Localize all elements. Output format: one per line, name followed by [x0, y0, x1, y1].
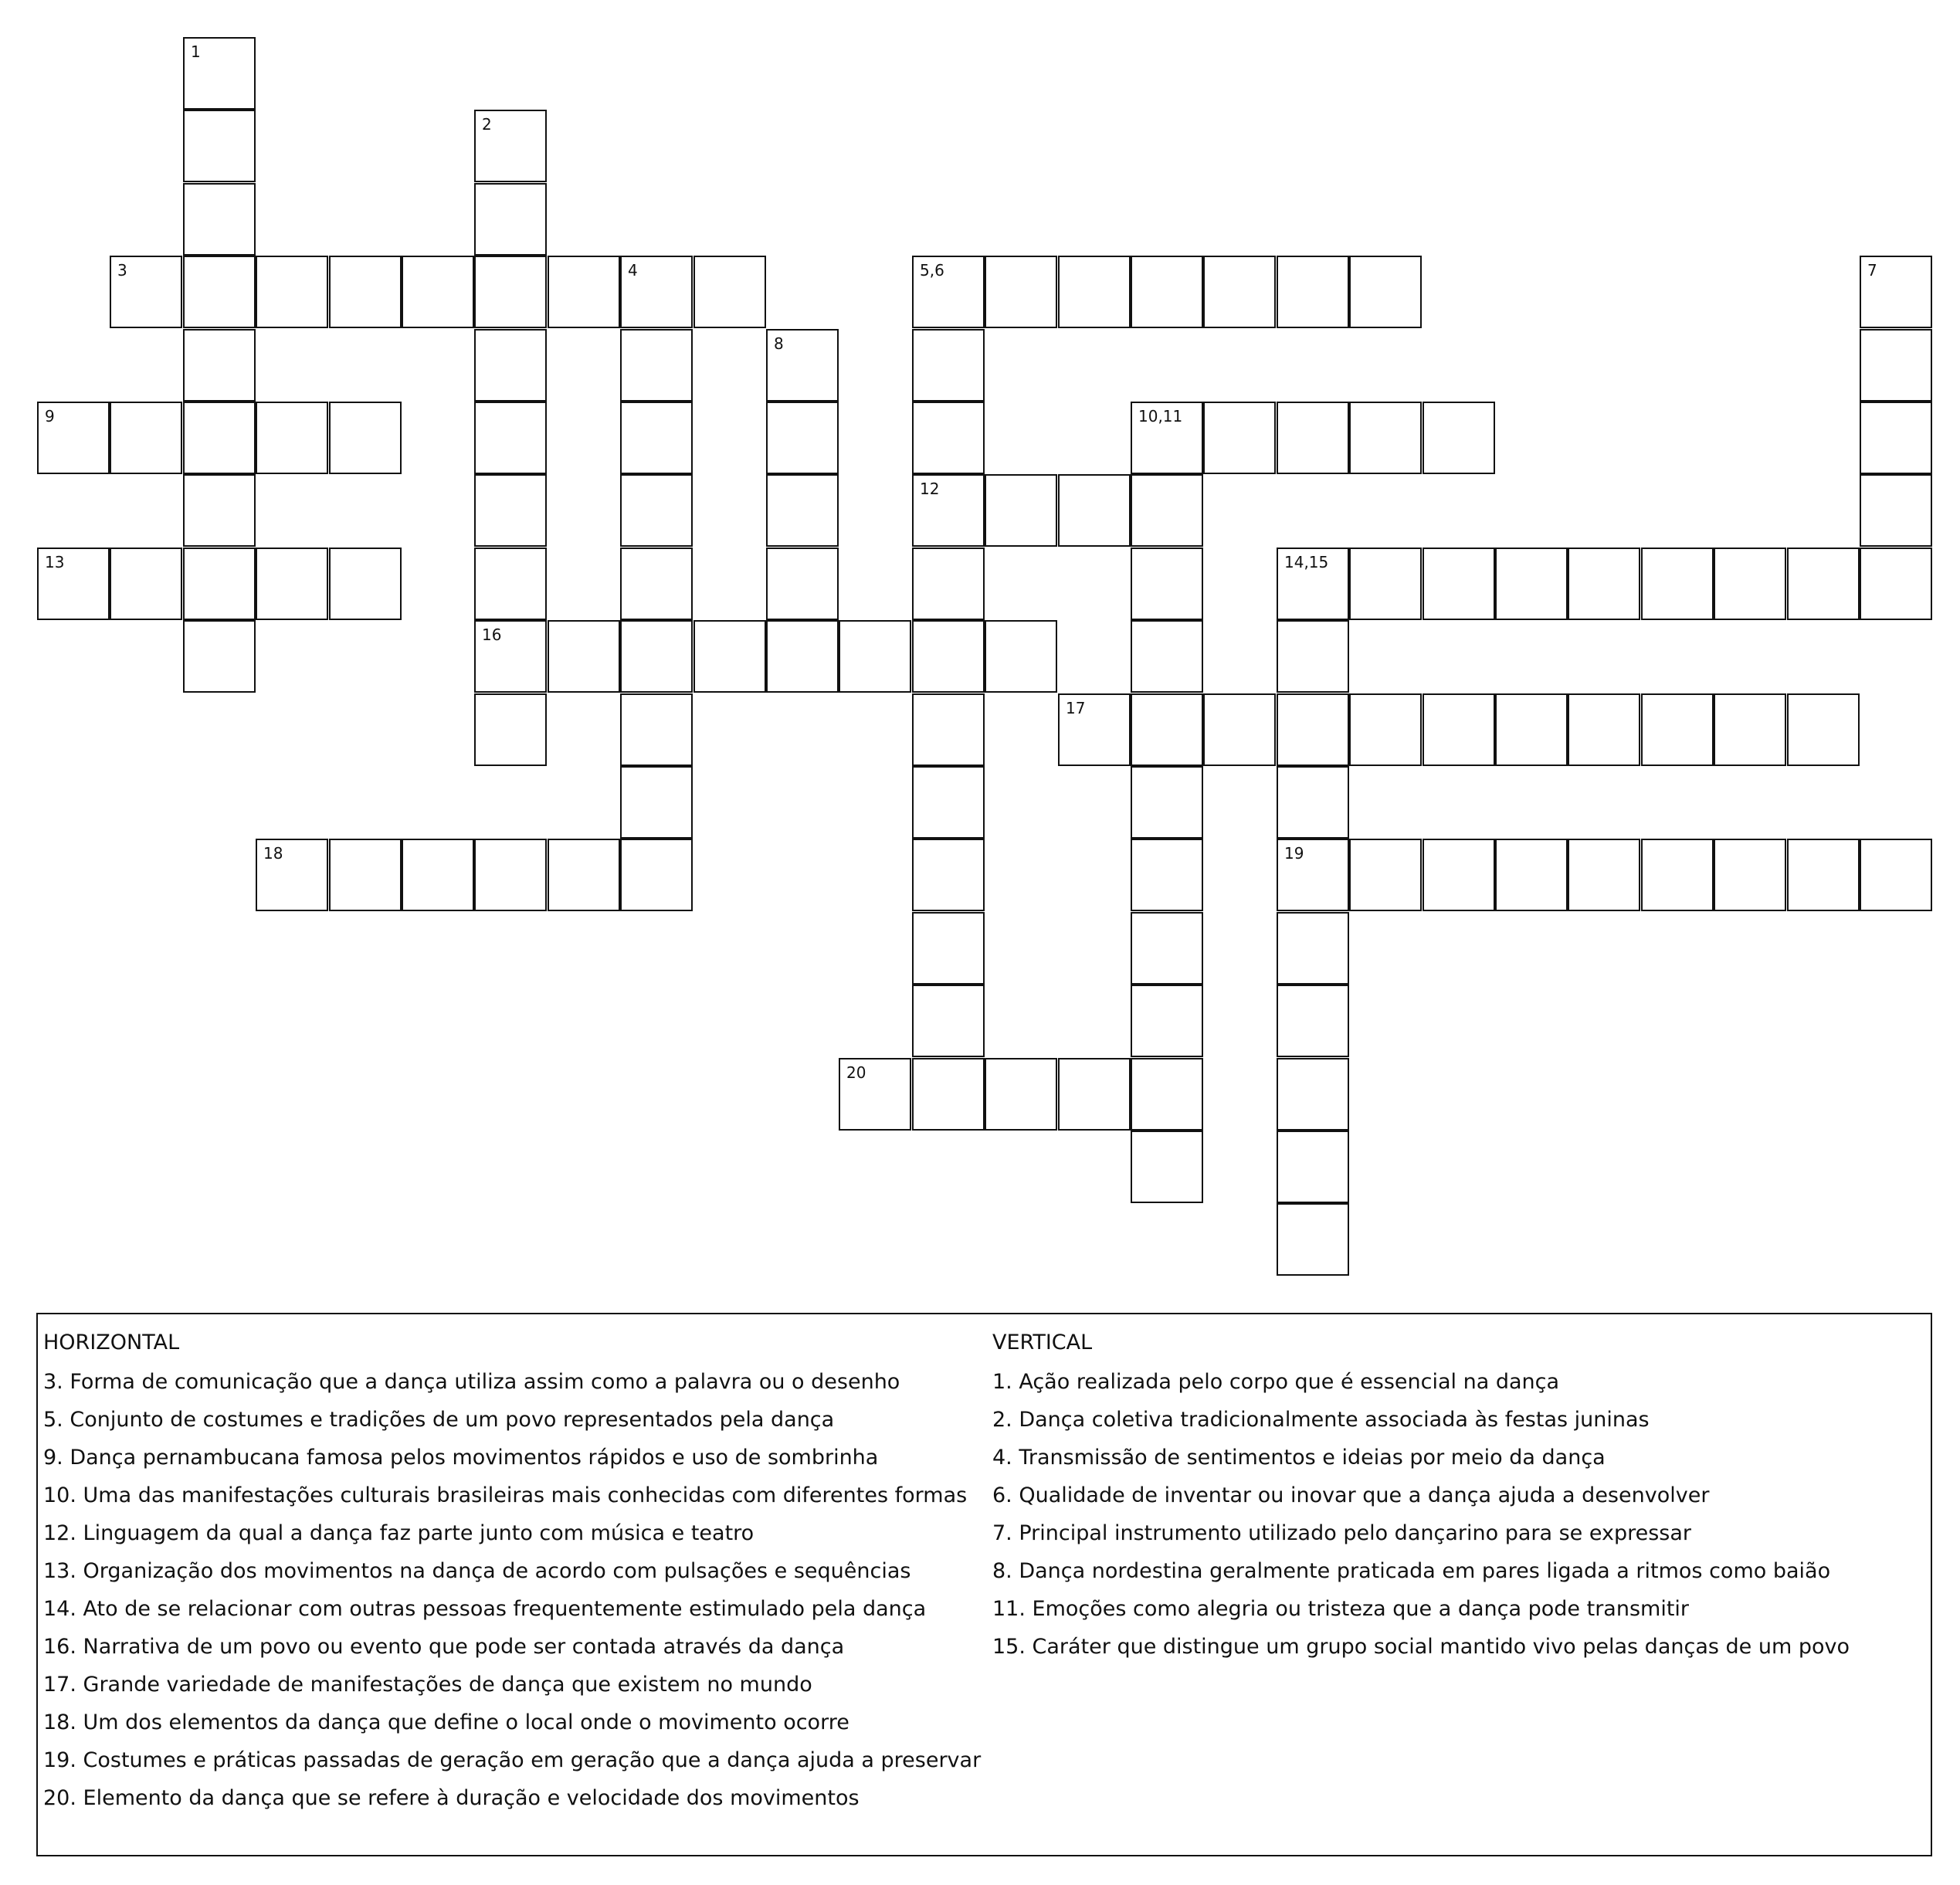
- grid-cell[interactable]: [766, 474, 839, 547]
- vertical-clue-list: [992, 1363, 1927, 1666]
- grid-cell[interactable]: [1860, 329, 1932, 402]
- grid-cell[interactable]: [183, 256, 256, 328]
- grid-cell[interactable]: [256, 839, 328, 911]
- grid-cell[interactable]: [474, 183, 547, 256]
- grid-cell[interactable]: [1131, 839, 1203, 911]
- grid-cell[interactable]: [1203, 693, 1276, 766]
- grid-cell[interactable]: [1131, 620, 1203, 693]
- vertical-heading: VERTICAL: [992, 1331, 1093, 1354]
- grid-cell[interactable]: [1131, 548, 1203, 620]
- grid-cell[interactable]: [183, 474, 256, 547]
- grid-cell[interactable]: [183, 329, 256, 402]
- grid-cell[interactable]: [1495, 548, 1568, 620]
- vertical-clue: 1. Ação realizada pelo corpo que é essencial na dança: [992, 1370, 1560, 1394]
- grid-cell[interactable]: [548, 839, 620, 911]
- grid-cell[interactable]: [1058, 1058, 1131, 1131]
- grid-cell[interactable]: [1277, 548, 1349, 620]
- grid-cell[interactable]: [1277, 693, 1349, 766]
- grid-cell[interactable]: [474, 110, 547, 182]
- grid-cell[interactable]: [329, 839, 402, 911]
- grid-cell[interactable]: [693, 256, 766, 328]
- horizontal-clue: 10. Uma das manifestações culturais brasileiras mais conhecidas com diferentes formas: [43, 1483, 968, 1507]
- grid-cell[interactable]: [620, 402, 693, 474]
- grid-cell[interactable]: [183, 620, 256, 693]
- vertical-clue: 4. Transmissão de sentimentos e ideias por meio da dança: [992, 1446, 1606, 1470]
- grid-cell[interactable]: [474, 620, 547, 693]
- grid-cell[interactable]: [1131, 912, 1203, 985]
- grid-cell[interactable]: [620, 329, 693, 402]
- grid-cell[interactable]: [1860, 548, 1932, 620]
- grid-cell[interactable]: [256, 256, 328, 328]
- grid-cell[interactable]: [474, 693, 547, 766]
- grid-cell[interactable]: [37, 548, 110, 620]
- grid-cell[interactable]: [1131, 1131, 1203, 1203]
- grid-cell[interactable]: [1058, 474, 1131, 547]
- grid-cell[interactable]: [183, 183, 256, 256]
- grid-cell[interactable]: [620, 620, 693, 693]
- grid-cell[interactable]: [985, 1058, 1057, 1131]
- clue-number: 4: [628, 261, 638, 280]
- clue-number: 5,6: [920, 261, 944, 280]
- grid-cell[interactable]: [1131, 1058, 1203, 1131]
- vertical-clue: 8. Dança nordestina geralmente praticada em pares ligada a ritmos como baião: [992, 1559, 1831, 1583]
- grid-cell[interactable]: [183, 37, 256, 110]
- clue-number: 2: [482, 115, 492, 134]
- grid-cell[interactable]: [1787, 548, 1860, 620]
- grid-cell[interactable]: [474, 329, 547, 402]
- grid-cell[interactable]: [1423, 402, 1495, 474]
- grid-cell[interactable]: [1423, 839, 1495, 911]
- grid-cell[interactable]: [620, 693, 693, 766]
- grid-cell[interactable]: [1787, 839, 1860, 911]
- horizontal-clues: [43, 1325, 985, 1817]
- grid-cell[interactable]: [402, 839, 474, 911]
- grid-cell[interactable]: [183, 402, 256, 474]
- horizontal-clue: 17. Grande variedade de manifestações de dança que existem no mundo: [43, 1673, 812, 1697]
- grid-cell[interactable]: [766, 620, 839, 693]
- horizontal-clue: 19. Costumes e práticas passadas de geração em geração que a dança ajuda a preservar: [43, 1748, 982, 1772]
- grid-cell[interactable]: [1131, 693, 1203, 766]
- grid-cell[interactable]: [1860, 402, 1932, 474]
- clue-number: 7: [1867, 261, 1877, 280]
- grid-cell[interactable]: [912, 766, 985, 839]
- grid-cell[interactable]: [1277, 985, 1349, 1057]
- grid-cell[interactable]: [1714, 548, 1786, 620]
- horizontal-clue: 16. Narrativa de um povo ou evento que pode ser contada através da dança: [43, 1635, 845, 1659]
- grid-cell[interactable]: [474, 839, 547, 911]
- grid-cell[interactable]: [548, 620, 620, 693]
- grid-cell[interactable]: [1860, 474, 1932, 547]
- grid-cell[interactable]: [1860, 839, 1932, 911]
- vertical-clue: 2. Dança coletiva tradicionalmente associada às festas juninas: [992, 1408, 1650, 1432]
- grid-cell[interactable]: [1568, 693, 1640, 766]
- grid-cell[interactable]: [1277, 912, 1349, 985]
- grid-cell[interactable]: [1131, 256, 1203, 328]
- grid-cell[interactable]: [474, 548, 547, 620]
- grid-cell[interactable]: [912, 256, 985, 328]
- grid-cell[interactable]: [1131, 766, 1203, 839]
- grid-cell[interactable]: [474, 474, 547, 547]
- grid-cell[interactable]: [1641, 548, 1714, 620]
- grid-cell[interactable]: [1423, 548, 1495, 620]
- grid-cell[interactable]: [839, 1058, 911, 1131]
- grid-cell[interactable]: [1131, 985, 1203, 1057]
- grid-cell[interactable]: [912, 329, 985, 402]
- vertical-clues: [992, 1325, 1927, 1666]
- clue-number: 17: [1066, 699, 1086, 717]
- grid-cell[interactable]: [1860, 256, 1932, 328]
- grid-cell[interactable]: [912, 985, 985, 1057]
- horizontal-clue: 20. Elemento da dança que se refere à duração e velocidade dos movimentos: [43, 1786, 860, 1810]
- horizontal-clue: 12. Linguagem da qual a dança faz parte junto com música e teatro: [43, 1521, 754, 1545]
- grid-cell[interactable]: [985, 620, 1057, 693]
- grid-cell[interactable]: [1349, 839, 1422, 911]
- horizontal-clue: 5. Conjunto de costumes e tradições de um povo representados pela dança: [43, 1408, 835, 1432]
- grid-cell[interactable]: [110, 256, 182, 328]
- grid-cell[interactable]: [912, 548, 985, 620]
- grid-cell[interactable]: [1203, 256, 1276, 328]
- grid-cell[interactable]: [1277, 1058, 1349, 1131]
- grid-cell[interactable]: [620, 256, 693, 328]
- clues-box: [36, 1313, 1932, 1856]
- grid-cell[interactable]: [985, 256, 1057, 328]
- grid-cell[interactable]: [912, 402, 985, 474]
- grid-cell[interactable]: [110, 402, 182, 474]
- grid-cell[interactable]: [1495, 693, 1568, 766]
- grid-cell[interactable]: [839, 620, 911, 693]
- horizontal-heading: HORIZONTAL: [43, 1331, 180, 1354]
- grid-cell[interactable]: [1714, 839, 1786, 911]
- clue-number: 13: [45, 553, 65, 571]
- grid-cell[interactable]: [1495, 839, 1568, 911]
- grid-cell[interactable]: [183, 548, 256, 620]
- grid-cell[interactable]: [1349, 548, 1422, 620]
- grid-cell[interactable]: [474, 256, 547, 328]
- grid-cell[interactable]: [912, 839, 985, 911]
- grid-cell[interactable]: [985, 474, 1057, 547]
- grid-cell[interactable]: [1277, 620, 1349, 693]
- grid-cell[interactable]: [620, 766, 693, 839]
- grid-cell[interactable]: [912, 474, 985, 547]
- grid-cell[interactable]: [1058, 256, 1131, 328]
- clue-number: 14,15: [1284, 553, 1329, 571]
- clue-number: 19: [1284, 844, 1304, 863]
- grid-cell[interactable]: [1058, 693, 1131, 766]
- horizontal-clue: 3. Forma de comunicação que a dança utiliza assim como a palavra ou o desenho: [43, 1370, 900, 1394]
- grid-cell[interactable]: [1568, 548, 1640, 620]
- clue-number: 8: [774, 334, 784, 353]
- grid-cell[interactable]: [912, 912, 985, 985]
- horizontal-clue-list: [43, 1363, 985, 1817]
- grid-cell[interactable]: [1349, 256, 1422, 328]
- horizontal-clue: 14. Ato de se relacionar com outras pessoas frequentemente estimulado pela dança: [43, 1597, 927, 1621]
- grid-cell[interactable]: [329, 548, 402, 620]
- grid-cell[interactable]: [1203, 402, 1276, 474]
- grid-cell[interactable]: [766, 329, 839, 402]
- grid-cell[interactable]: [912, 620, 985, 693]
- grid-cell[interactable]: [256, 402, 328, 474]
- clue-number: 9: [45, 407, 55, 425]
- vertical-clue: 7. Principal instrumento utilizado pelo dançarino para se expressar: [992, 1521, 1692, 1545]
- grid-cell[interactable]: [1714, 693, 1786, 766]
- clue-number: 10,11: [1138, 407, 1183, 425]
- grid-cell[interactable]: [474, 402, 547, 474]
- grid-cell[interactable]: [1277, 256, 1349, 328]
- grid-cell[interactable]: [912, 693, 985, 766]
- vertical-clue: 11. Emoções como alegria ou tristeza que a dança pode transmitir: [992, 1597, 1690, 1621]
- grid-cell[interactable]: [912, 1058, 985, 1131]
- clue-number: 18: [263, 844, 283, 863]
- grid-cell[interactable]: [402, 256, 474, 328]
- grid-cell[interactable]: [1277, 402, 1349, 474]
- grid-cell[interactable]: [183, 110, 256, 182]
- horizontal-clue: 13. Organização dos movimentos na dança de acordo com pulsações e sequências: [43, 1559, 911, 1583]
- horizontal-clue: 18. Um dos elementos da dança que define o local onde o movimento ocorre: [43, 1710, 849, 1734]
- clue-number: 16: [482, 626, 502, 644]
- grid-cell[interactable]: [766, 402, 839, 474]
- grid-cell[interactable]: [620, 474, 693, 547]
- grid-cell[interactable]: [693, 620, 766, 693]
- grid-cell[interactable]: [1641, 693, 1714, 766]
- grid-cell[interactable]: [329, 256, 402, 328]
- vertical-clue: 6. Qualidade de inventar ou inovar que a dança ajuda a desenvolver: [992, 1483, 1710, 1507]
- grid-cell[interactable]: [1423, 693, 1495, 766]
- vertical-clue: 15. Caráter que distingue um grupo social mantido vivo pelas danças de um povo: [992, 1635, 1850, 1659]
- grid-cell[interactable]: [620, 839, 693, 911]
- grid-cell[interactable]: [329, 402, 402, 474]
- grid-cell[interactable]: [1568, 839, 1640, 911]
- grid-cell[interactable]: [1277, 839, 1349, 911]
- grid-cell[interactable]: [1641, 839, 1714, 911]
- grid-cell[interactable]: [1349, 402, 1422, 474]
- clue-number: 3: [117, 261, 127, 280]
- grid-cell[interactable]: [620, 548, 693, 620]
- grid-cell[interactable]: [256, 548, 328, 620]
- grid-cell[interactable]: [110, 548, 182, 620]
- grid-cell[interactable]: [1349, 693, 1422, 766]
- grid-cell[interactable]: [766, 548, 839, 620]
- clue-number: 20: [846, 1063, 866, 1082]
- clue-number: 12: [920, 480, 940, 498]
- grid-cell[interactable]: [37, 402, 110, 474]
- clue-number: 1: [191, 42, 201, 61]
- grid-cell[interactable]: [1277, 1203, 1349, 1276]
- grid-cell[interactable]: [1787, 693, 1860, 766]
- grid-cell[interactable]: [1277, 766, 1349, 839]
- grid-cell[interactable]: [548, 256, 620, 328]
- grid-cell[interactable]: [1131, 402, 1203, 474]
- grid-cell[interactable]: [1277, 1131, 1349, 1203]
- horizontal-clue: 9. Dança pernambucana famosa pelos movimentos rápidos e uso de sombrinha: [43, 1446, 879, 1470]
- grid-cell[interactable]: [1131, 474, 1203, 547]
